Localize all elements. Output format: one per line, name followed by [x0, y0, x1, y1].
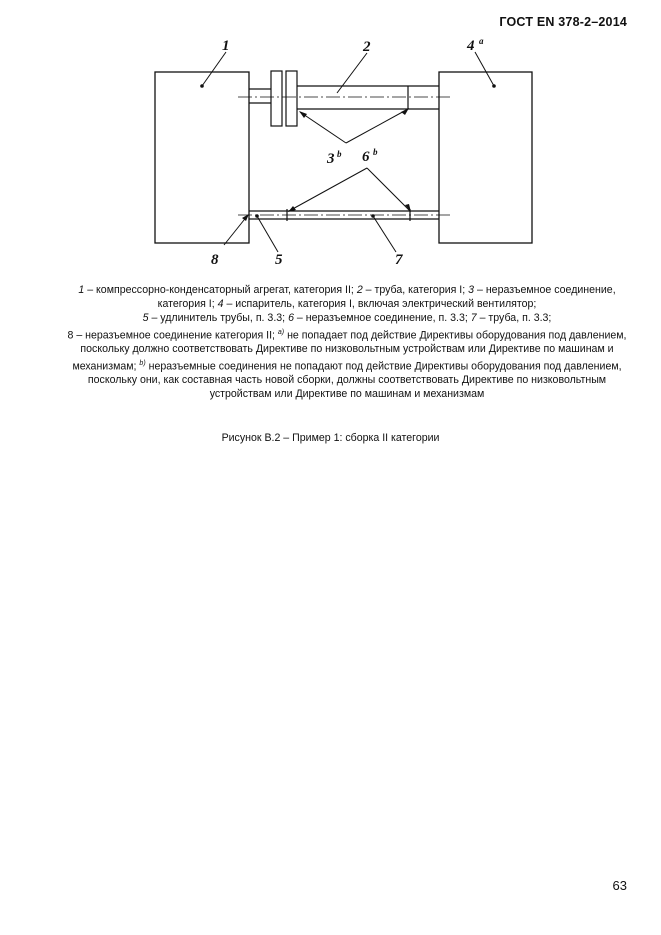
label-3: 3 [327, 151, 335, 167]
legend-num-4: 4 [217, 298, 224, 311]
legend-text-8: 8 – неразъемное соединение категория II; [67, 329, 278, 342]
label-1: 1 [222, 38, 230, 54]
leader-5-dot [255, 214, 259, 218]
legend-num-1: 1 [78, 284, 85, 296]
label-4-superscript: a [479, 36, 484, 46]
leader-3-left [300, 112, 346, 143]
leader-6-left [289, 168, 367, 211]
label-7: 7 [395, 252, 403, 268]
compressor-condensing-unit-box [155, 72, 249, 243]
legend-num-6: 6 [288, 312, 294, 325]
label-8: 8 [211, 252, 219, 268]
joint-flange-1 [271, 71, 282, 126]
page-number: 63 [612, 878, 627, 893]
leader-2 [337, 53, 367, 93]
leader-1 [202, 52, 226, 86]
figure-title: Рисунок В.2 – Пример 1: сборка II категории [221, 432, 440, 444]
legend-text-5: – удлинитель трубы, п. 3.3; [148, 312, 289, 325]
evaporator-unit-box [439, 72, 532, 243]
label-5: 5 [275, 252, 283, 268]
label-6-superscript: b [373, 147, 378, 157]
legend-num-2: 2 [356, 284, 363, 296]
assembly-diagram [0, 0, 661, 280]
leader-7-dot [371, 214, 375, 218]
leader-3-right [346, 109, 408, 143]
arrowhead-3-left [299, 111, 307, 118]
legend-text-2: – труба, категория I; [362, 284, 469, 296]
note-a-marker: a) [277, 328, 285, 336]
standard-code-header: ГОСТ EN 378-2–2014 [499, 15, 627, 29]
legend-num-3: 3 [468, 284, 475, 296]
legend-text-6: – неразъемное соединение, п. 3.3; [293, 312, 471, 325]
leader-7 [373, 216, 396, 252]
note-b-marker: b) [139, 359, 146, 367]
label-4: 4 [467, 38, 475, 54]
figure-legend [62, 283, 632, 402]
legend-paragraph [62, 283, 632, 402]
label-2: 2 [363, 39, 371, 55]
label-6: 6 [362, 149, 370, 165]
legend-num-5: 5 [142, 312, 149, 325]
legend-text-7: – труба, п. 3.3; [476, 312, 552, 325]
legend-num-7: 7 [470, 312, 477, 325]
leader-4 [475, 52, 494, 86]
note-a-text: не попадает под действие Директивы оборудования под давлением, поскольку должно соответствовать Директиве по низковольтным устройствам или Директиве по машинам и механизмам; [72, 329, 627, 373]
leader-5 [257, 216, 278, 252]
leader-6-right [367, 168, 410, 211]
note-b-text: неразъемные соединения не попадают под действие Директивы оборудования под давлением, поскольку они, как составная часть новой сборки, должны соответствовать Директиве по низковольтным устройствам или Директиве по машинам и механизмам [87, 360, 622, 401]
legend-text-4: – испаритель, категория I, включая электрический вентилятор; [223, 298, 537, 311]
label-3-superscript: b [337, 149, 342, 159]
legend-text-3: – неразъемное соединение, категория I; [157, 284, 616, 311]
legend-text-1: – компрессорно-конденсаторный агрегат, категория II; [84, 284, 357, 296]
joint-flange-2 [286, 71, 297, 126]
